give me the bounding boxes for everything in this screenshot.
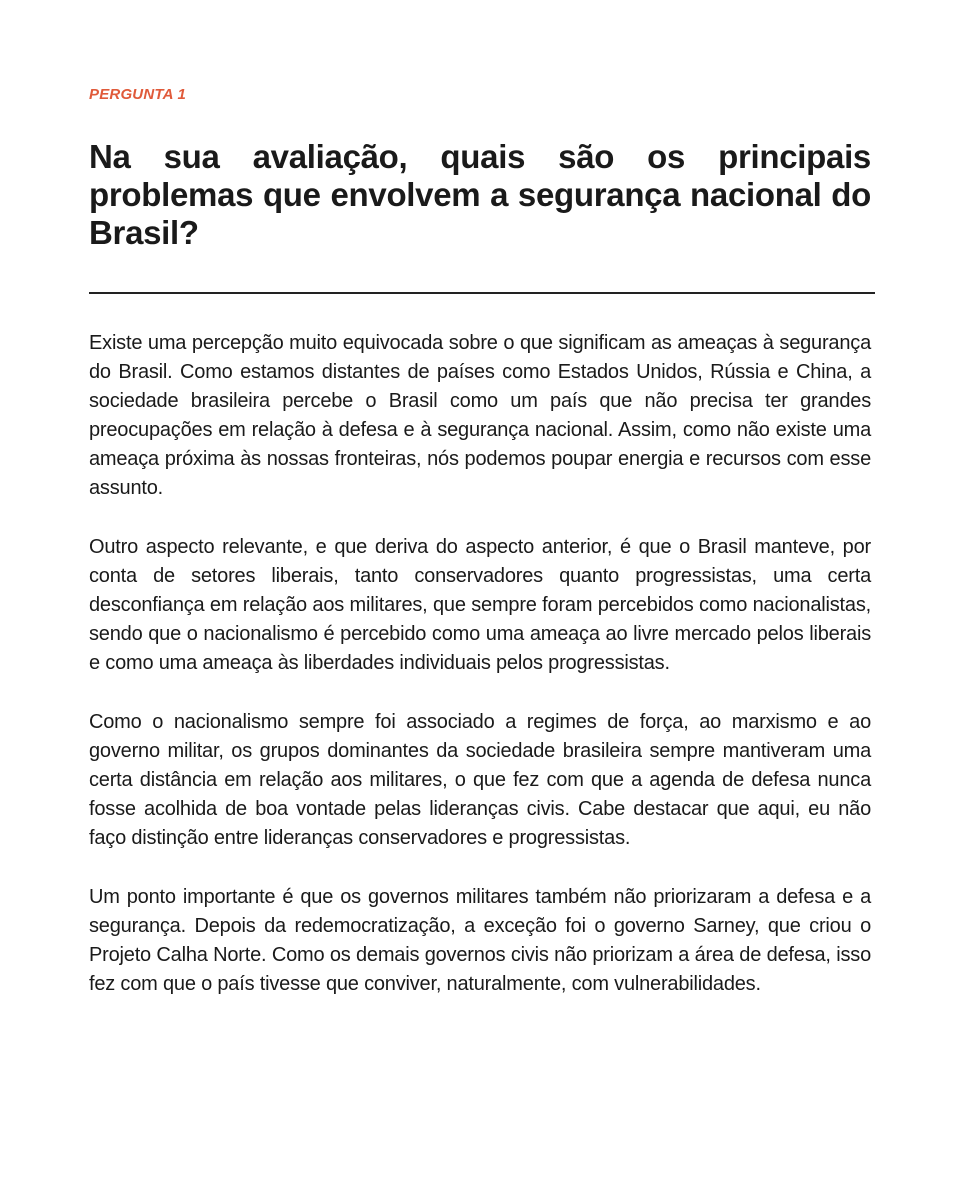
answer-paragraph: Um ponto importante é que os governos militares também não priorizaram a defesa e a segurança. Depois da redemocratização, a exceção foi o governo Sarney, que criou o Projeto Calha Norte. Como os demais governos civis não priorizam a área de defesa, isso fez com que o país tivesse que conviver, naturalmente, com vulnerabilidades. xyxy=(89,886,871,995)
question-title: Na sua avaliação, quais são os principais problemas que envolvem a segurança nacional do Brasil? xyxy=(89,138,871,251)
question-label: PERGUNTA 1 xyxy=(89,86,187,103)
answer-paragraph: Existe uma percepção muito equivocada sobre o que significam as ameaças à segurança do Brasil. Como estamos distantes de países como Estados Unidos, Rússia e China, a sociedade brasileira percebe o Brasil como um país que não precisa ter grandes preocupações em relação à defesa e à segurança nacional. Assim, como não existe uma ameaça próxima às nossas fronteiras, nós podemos poupar energia e recursos com esse assunto. xyxy=(89,332,871,499)
answer-paragraph: Outro aspecto relevante, e que deriva do aspecto anterior, é que o Brasil manteve, por conta de setores liberais, tanto conservadores quanto progressistas, uma certa desconfiança em relação aos militares, que sempre foram percebidos como nacionalistas, sendo que o nacionalismo é percebido como uma ameaça ao livre mercado pelos liberais e como uma ameaça às liberdades individuais pelos progressistas. xyxy=(89,536,871,674)
answer-paragraph: Como o nacionalismo sempre foi associado a regimes de força, ao marxismo e ao governo militar, os grupos dominantes da sociedade brasileira sempre mantiveram uma certa distância em relação aos militares, o que fez com que a agenda de defesa nunca fosse acolhida de boa vontade pelas lideranças civis. Cabe destacar que aqui, eu não faço distinção entre lideranças conservadores e progressistas. xyxy=(89,711,871,849)
divider-rule xyxy=(89,292,875,294)
answer-body xyxy=(89,329,871,1029)
